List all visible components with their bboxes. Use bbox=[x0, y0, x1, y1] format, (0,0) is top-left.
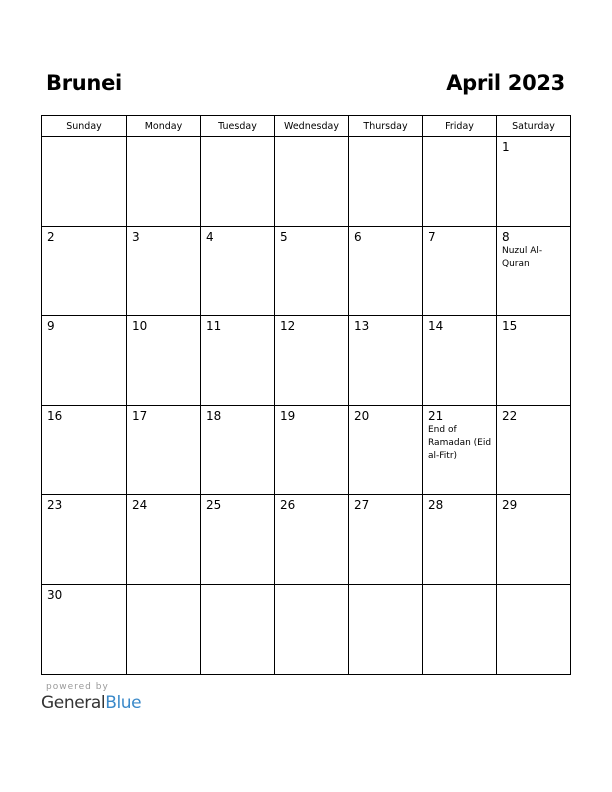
day-cell bbox=[349, 405, 423, 495]
day-number: 16 bbox=[47, 408, 63, 423]
country-title: Brunei bbox=[46, 71, 122, 95]
day-cell bbox=[497, 584, 571, 674]
holiday-label: End of Ramadan (Eid al-Fitr) bbox=[428, 424, 492, 461]
weekday-header: Sunday bbox=[42, 116, 127, 137]
day-cell bbox=[349, 584, 423, 674]
day-number: 1 bbox=[502, 140, 510, 154]
calendar-grid bbox=[41, 115, 571, 675]
day-cell bbox=[127, 316, 201, 406]
day-number bbox=[127, 585, 200, 588]
weekday-header: Wednesday bbox=[275, 116, 349, 137]
generalblue-logo[interactable] bbox=[41, 693, 141, 713]
day-number: 17 bbox=[132, 408, 148, 423]
day-number: 28 bbox=[428, 498, 444, 513]
week-row bbox=[42, 226, 571, 316]
day-cell bbox=[497, 495, 571, 585]
day-cell bbox=[423, 137, 497, 227]
week-row bbox=[42, 584, 571, 674]
day-number bbox=[349, 137, 422, 140]
day-cell bbox=[275, 584, 349, 674]
day-number bbox=[275, 585, 348, 588]
day-number: 23 bbox=[47, 498, 63, 513]
day-cell bbox=[497, 405, 571, 495]
brand-blue-text: Blue bbox=[105, 693, 142, 713]
day-number: 27 bbox=[354, 498, 370, 513]
week-row bbox=[42, 316, 571, 406]
day-cell bbox=[201, 405, 275, 495]
day-number: 14 bbox=[428, 319, 444, 334]
day-number bbox=[201, 137, 274, 140]
day-cell bbox=[127, 405, 201, 495]
weekday-header: Saturday bbox=[497, 116, 571, 137]
day-number: 8 bbox=[502, 229, 510, 244]
day-number: 19 bbox=[280, 408, 296, 423]
day-cell bbox=[275, 405, 349, 495]
day-cell bbox=[497, 137, 571, 227]
weekday-header: Friday bbox=[423, 116, 497, 137]
holiday-label: Nuzul Al-Quran bbox=[502, 245, 543, 269]
day-cell bbox=[201, 584, 275, 674]
day-cell bbox=[275, 495, 349, 585]
day-cell bbox=[423, 316, 497, 406]
day-number: 30 bbox=[47, 587, 63, 602]
day-cell bbox=[349, 495, 423, 585]
day-cell bbox=[423, 226, 497, 316]
day-number bbox=[42, 137, 126, 140]
day-number: 22 bbox=[502, 408, 518, 423]
day-number bbox=[127, 137, 200, 140]
weekday-header: Thursday bbox=[349, 116, 423, 137]
day-cell bbox=[497, 226, 571, 316]
day-cell bbox=[349, 137, 423, 227]
day-number bbox=[349, 585, 422, 588]
day-number bbox=[497, 585, 570, 588]
month-year-title: April 2023 bbox=[446, 71, 565, 95]
day-cell bbox=[42, 137, 127, 227]
day-cell bbox=[349, 226, 423, 316]
day-number: 11 bbox=[206, 319, 222, 334]
day-cell bbox=[201, 137, 275, 227]
day-number bbox=[423, 137, 496, 140]
day-number bbox=[275, 137, 348, 140]
day-number bbox=[201, 585, 274, 588]
day-number: 7 bbox=[428, 229, 436, 244]
brand-general-text: General bbox=[41, 693, 106, 713]
day-number: 9 bbox=[47, 319, 55, 334]
day-cell bbox=[275, 226, 349, 316]
weekday-header: Tuesday bbox=[201, 116, 275, 137]
day-cell bbox=[497, 316, 571, 406]
day-cell bbox=[423, 495, 497, 585]
day-cell bbox=[127, 226, 201, 316]
day-number: 26 bbox=[280, 498, 296, 513]
day-cell bbox=[423, 584, 497, 674]
day-number: 15 bbox=[502, 319, 518, 334]
day-number: 2 bbox=[47, 229, 55, 244]
day-number: 12 bbox=[280, 319, 296, 334]
weekday-header-row bbox=[42, 116, 571, 137]
day-number: 25 bbox=[206, 498, 222, 513]
day-number: 20 bbox=[354, 408, 370, 423]
day-number: 3 bbox=[132, 229, 140, 244]
weekday-header: Monday bbox=[127, 116, 201, 137]
day-cell bbox=[42, 495, 127, 585]
day-number bbox=[423, 585, 496, 588]
day-cell bbox=[42, 226, 127, 316]
day-cell bbox=[42, 316, 127, 406]
week-row bbox=[42, 405, 571, 495]
day-number: 18 bbox=[206, 408, 222, 423]
week-row bbox=[42, 495, 571, 585]
day-cell bbox=[275, 316, 349, 406]
day-number: 5 bbox=[280, 229, 288, 244]
day-cell bbox=[127, 137, 201, 227]
day-cell bbox=[127, 495, 201, 585]
week-row bbox=[42, 137, 571, 227]
day-cell bbox=[42, 405, 127, 495]
powered-by-text: powered by bbox=[46, 682, 109, 692]
day-cell bbox=[201, 316, 275, 406]
day-cell bbox=[42, 584, 127, 674]
day-number: 4 bbox=[206, 229, 214, 244]
day-cell bbox=[201, 495, 275, 585]
day-cell bbox=[201, 226, 275, 316]
day-cell bbox=[423, 405, 497, 495]
day-number: 13 bbox=[354, 319, 370, 334]
day-number: 6 bbox=[354, 229, 362, 244]
day-cell bbox=[349, 316, 423, 406]
day-number: 21 bbox=[428, 408, 444, 423]
day-cell bbox=[275, 137, 349, 227]
day-number: 10 bbox=[132, 319, 148, 334]
day-cell bbox=[127, 584, 201, 674]
day-number: 29 bbox=[502, 498, 518, 513]
day-number: 24 bbox=[132, 498, 148, 513]
